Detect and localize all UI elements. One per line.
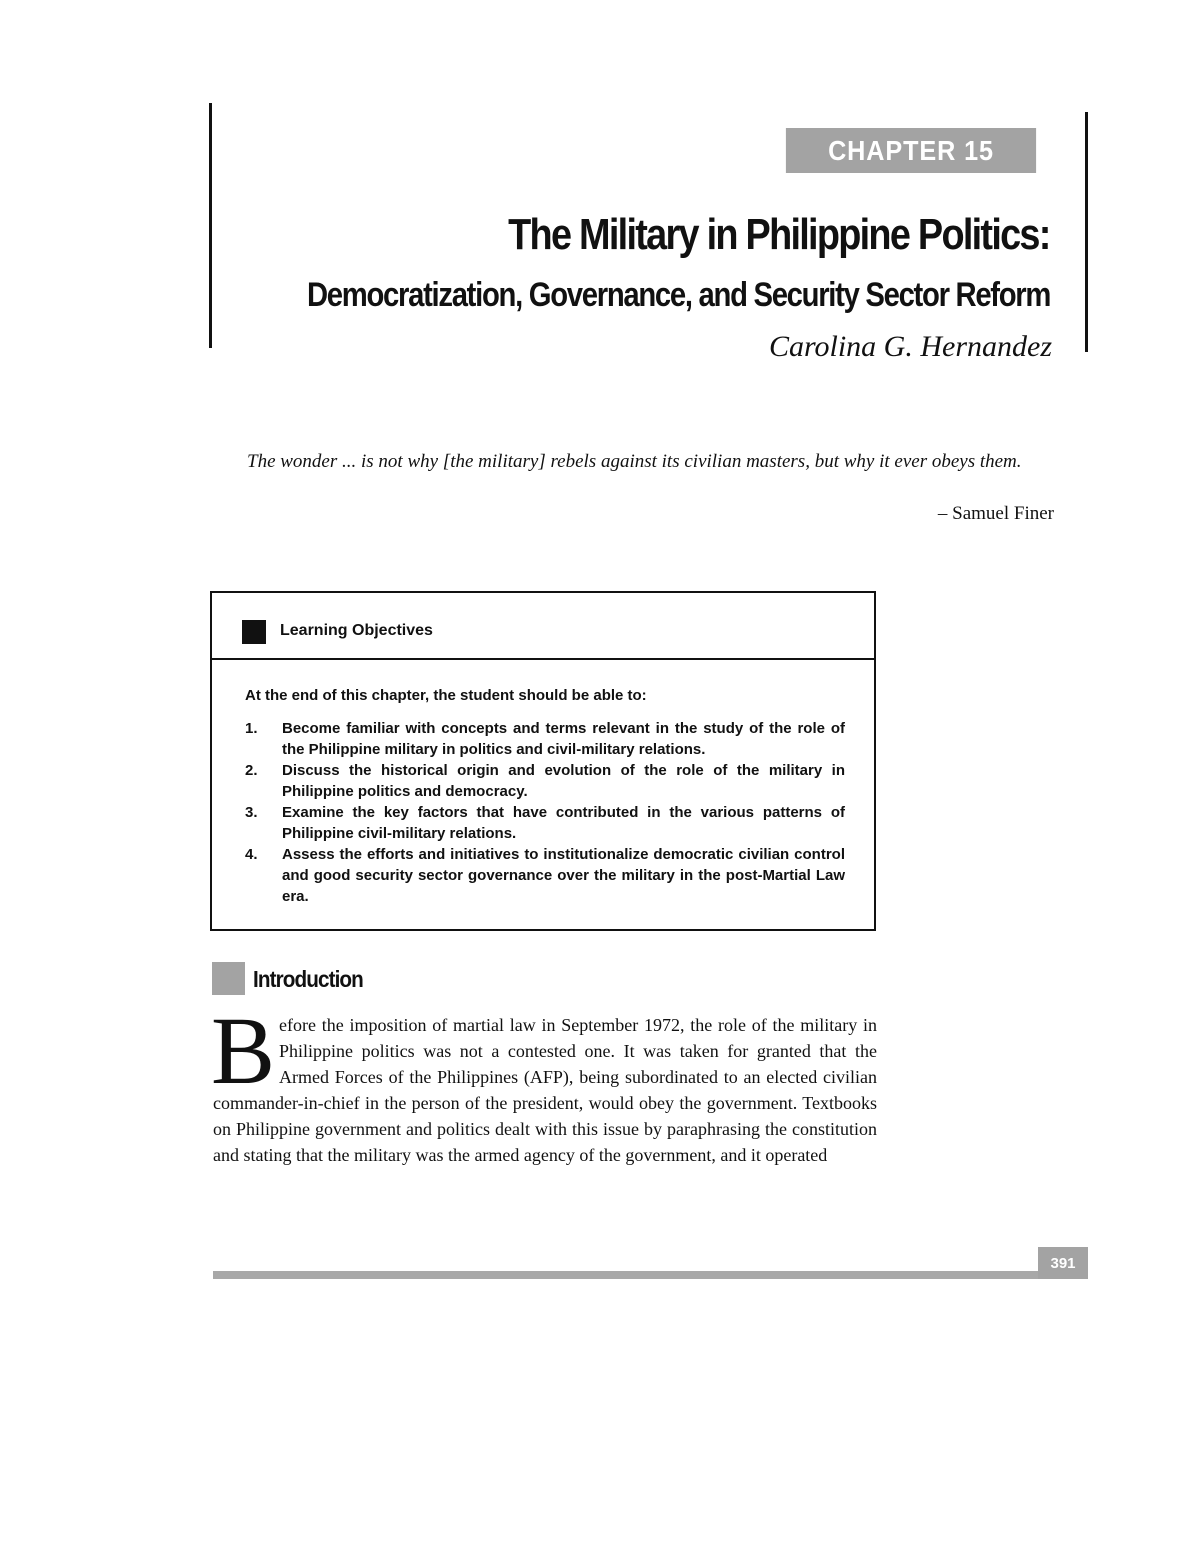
chapter-subtitle: Democratization, Governance, and Security Sector Reform (306, 276, 1050, 314)
list-item: 4. Assess the efforts and initiatives to institutionalize democratic civilian control and good security sector governance over the military in the post-Martial Law era. (245, 846, 845, 905)
epigraph-source: – Samuel Finer (937, 503, 1054, 524)
epigraph-quote: The wonder ... is not why [the military] rebels against its civilian masters, but why it ever obeys them. (247, 451, 1022, 472)
right-margin-line (1085, 112, 1088, 352)
introduction-paragraph: Before the imposition of martial law in September 1972, the role of the military in Philippine politics was not a contested one. It was taken for granted that the Armed Forces of the Philippines (AFP), being subordinated to an elected civilian commander-in-chief in the person of the president, would obey the government. Textbooks on Philippine government and politics dealt with this issue by paraphrasing the constitution and stating that the military was the armed agency of the government, and it operated (211, 997, 877, 1165)
learning-objectives-box (210, 591, 876, 931)
learning-objectives-list (245, 718, 845, 907)
learning-objectives-intro: At the end of this chapter, the student should be able to: (245, 687, 647, 704)
section-marker-icon (212, 962, 245, 995)
list-item: 1. Become familiar with concepts and terms relevant in the study of the role of the Philippine military in politics and civil-military relations. (245, 720, 845, 758)
learning-objectives-title: Learning Objectives (280, 622, 433, 639)
introduction-heading: Introduction (253, 966, 363, 992)
square-bullet-icon (242, 620, 266, 644)
page-number: 391 (1038, 1247, 1088, 1279)
chapter-badge: CHAPTER 15 (786, 128, 1036, 173)
left-margin-line (209, 103, 212, 348)
author: Carolina G. Hernandez (768, 330, 1052, 363)
footer-bar (213, 1271, 1038, 1279)
drop-cap: B (211, 997, 276, 1104)
chapter-title: The Military in Philippine Politics: (508, 210, 1050, 259)
list-item: 2. Discuss the historical origin and evolution of the role of the military in Philippine politics and democracy. (245, 762, 845, 800)
learning-objectives-header (212, 593, 874, 660)
list-item: 3. Examine the key factors that have contributed in the various patterns of Philippine civil-military relations. (245, 804, 845, 842)
